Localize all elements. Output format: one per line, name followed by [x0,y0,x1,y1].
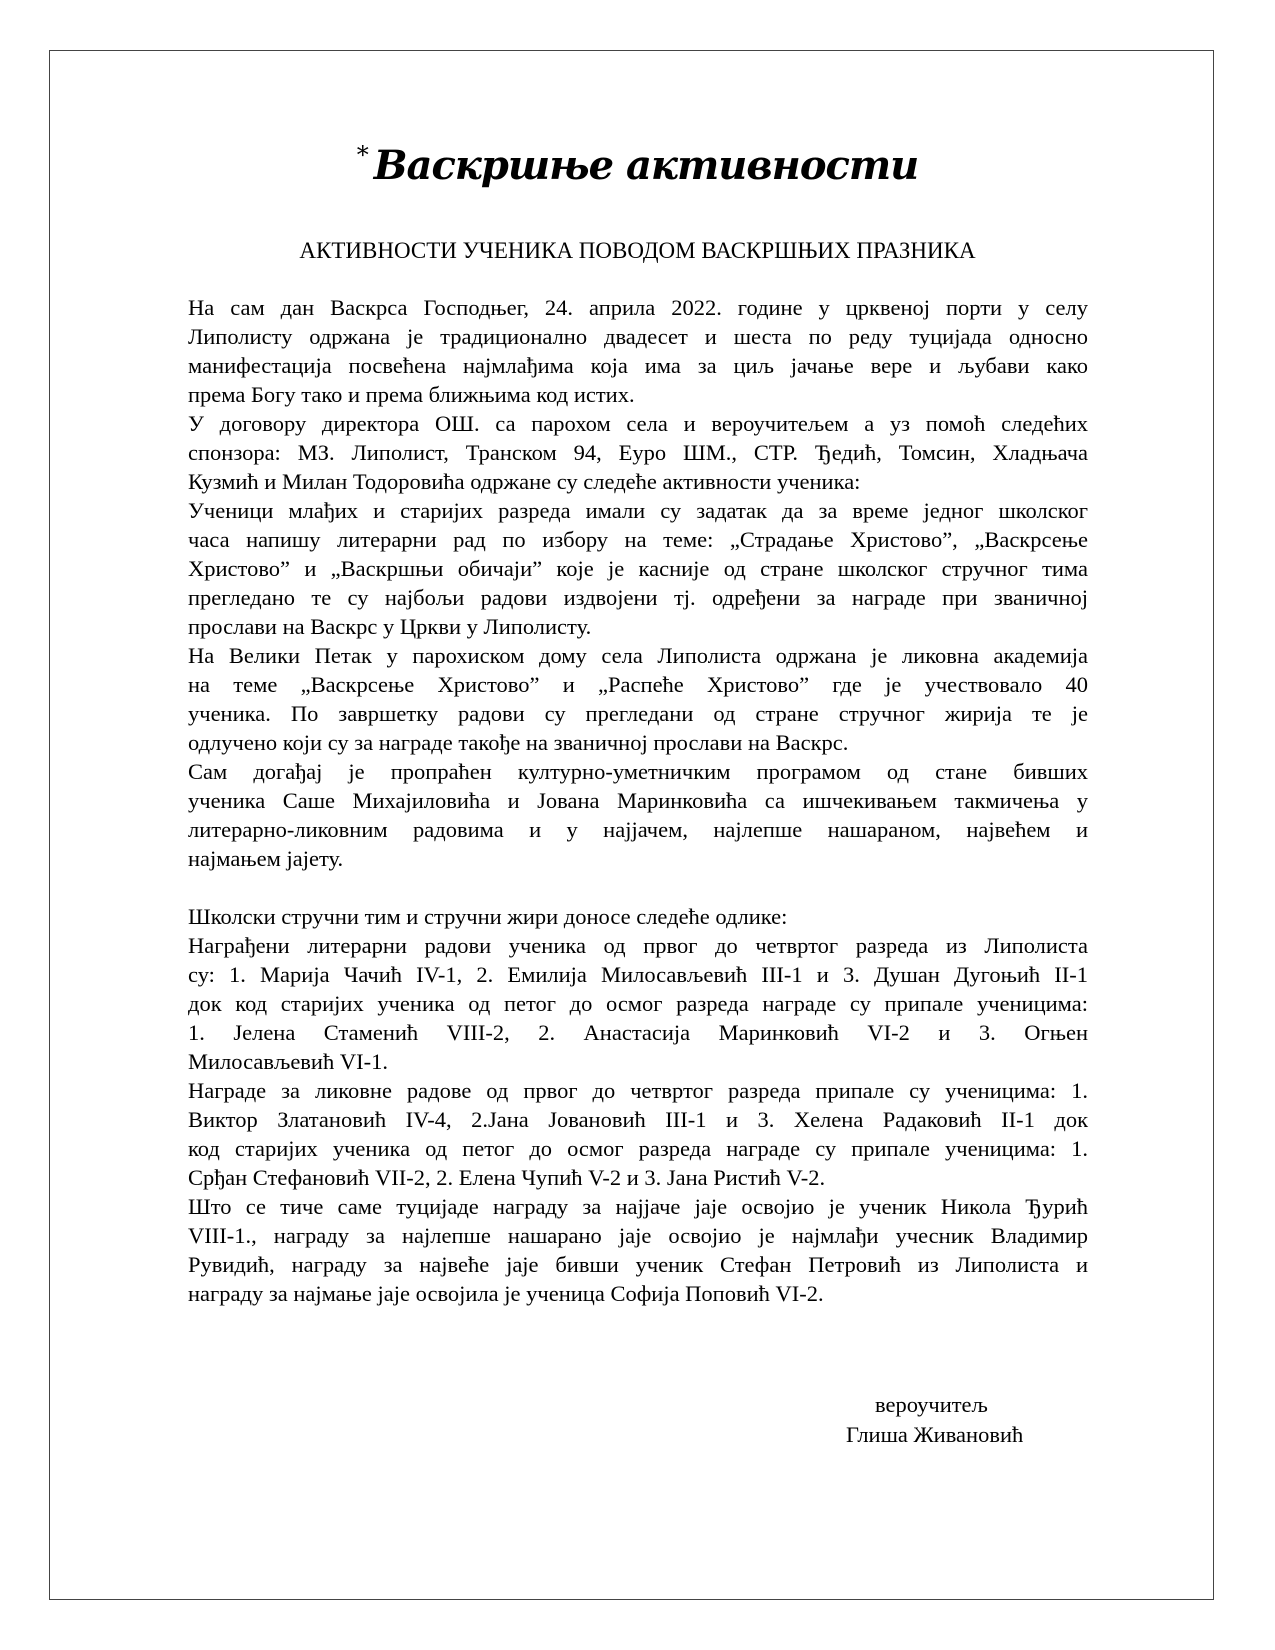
star-icon: * [356,141,368,169]
text-line: На сам дан Васкрса Господњег, 24. априла 2022. године у црквеној порти у селу [188,295,1088,320]
title-text: Васкршње активности [373,142,919,189]
text-line: су: 1. Марија Чачић IV-1, 2. Емилија Милосављевић III-1 и 3. Душан Дугоњић II-1 [188,962,1088,987]
text-line: ученика. По завршетку радови су прегледани од стране стручног жирија те је [188,701,1088,726]
text-line: Што се тиче саме туцијаде награду за најјаче јаје освојио је ученик Никола Ђурић [188,1194,1088,1219]
text-line: литерарно-ликовним радовима и у најјачем, најлепше нашараном, највећем и [188,817,1088,842]
text-line: Срђан Стефановић VII-2, 2. Елена Чупић V-2 и 3. Јана Ристић V-2. [188,1165,826,1190]
text-line: најмањем јајету. [188,846,344,871]
text-line: манифестација посвећена најмлађима која има за циљ јачање вере и љубави како [188,353,1088,378]
text-line: Школски стручни тим и стручни жири доносе следеће одлике: [188,904,788,929]
text-line: на теме „Васкрсење Христово” и „Распеће Христово” где је учествовало 40 [188,672,1088,697]
text-line: 1. Јелена Стаменић VIII-2, 2. Анастасија Маринковић VI-2 и 3. Огњен [188,1020,1088,1045]
text-line: Милосављевић VI-1. [188,1049,388,1074]
paragraph-gap [188,873,1088,902]
text-line: Христово” и „Васкршњи обичаји” које је касније од стране школског стручног тима [188,556,1088,581]
text-line: часа напишу литерарни рад по избору на теме: „Страдање Христово”, „Васкрсење [188,527,1088,552]
text-line: док код старијих ученика од петог до осмог разреда награде су припале ученицима: [188,991,1088,1016]
text-line: Награде за ликовне радове од првог до четвртог разреда припале су ученицима: 1. [188,1078,1088,1103]
text-line: прослави на Васкрс у Цркви у Липолисту. [188,614,592,639]
signature-name: Глиша Живановић [846,1422,1024,1447]
text-line: Награђени литерарни радови ученика од првог до четвртог разреда из Липолиста [188,933,1088,958]
text-line: VIII-1., награду за најлепше нашарано јаје освојио је најмлађи учесник Владимир [188,1223,1088,1248]
document-title [0,130,1275,191]
text-line: Липолисту одржана је традиционално двадесет и шеста по реду туцијада односно [188,324,1088,349]
text-line: У договору директора ОШ. са парохом села и вероучитељем а уз помоћ следећих [188,411,1088,436]
text-line: одлучено који су за награде такође на званичној прослави на Васкрс. [188,730,849,755]
text-line: ученика Саше Михајиловића и Јована Маринковића са ишчекивањем такмичења у [188,788,1088,813]
text-line: Кузмић и Милан Тодоровића одржане су следеће активности ученика: [188,469,861,494]
text-line: Виктор Златановић IV-4, 2.Јана Јовановић III-1 и 3. Хелена Радаковић II-1 док [188,1107,1088,1132]
text-line: Рувидић, награду за највеће јаје бивши ученик Стефан Петровић из Липолиста и [188,1252,1088,1277]
text-line: према Богу тако и према ближњима код истих. [188,382,635,407]
section-heading: АКТИВНОСТИ УЧЕНИКА ПОВОДОМ ВАСКРШЊИХ ПРАЗНИКА [299,238,976,263]
signature-role: вероучитељ [875,1392,988,1417]
text-line: Ученици млађих и старијих разреда имали су задатак да за време једног школског [188,498,1088,523]
body-text [188,293,1088,1308]
text-line: На Велики Петак у парохиском дому села Липолиста одржана је ликовна академија [188,643,1088,668]
text-line: прегледано те су најбољи радови издвојени тј. одређени за награде при званичној [188,585,1088,610]
text-line: код старијих ученика од петог до осмог разреда награде су припале ученицима: 1. [188,1136,1088,1161]
text-line: Сам догађај је пропраћен културно-уметничким програмом од стане бивших [188,759,1088,784]
text-line: награду за најмање јаје освојила је ученица Софија Поповић VI-2. [188,1281,824,1306]
text-line: спонзора: МЗ. Липолист, Транском 94, Еуро ШМ., СТР. Ђедић, Томсин, Хладњача [188,440,1088,465]
